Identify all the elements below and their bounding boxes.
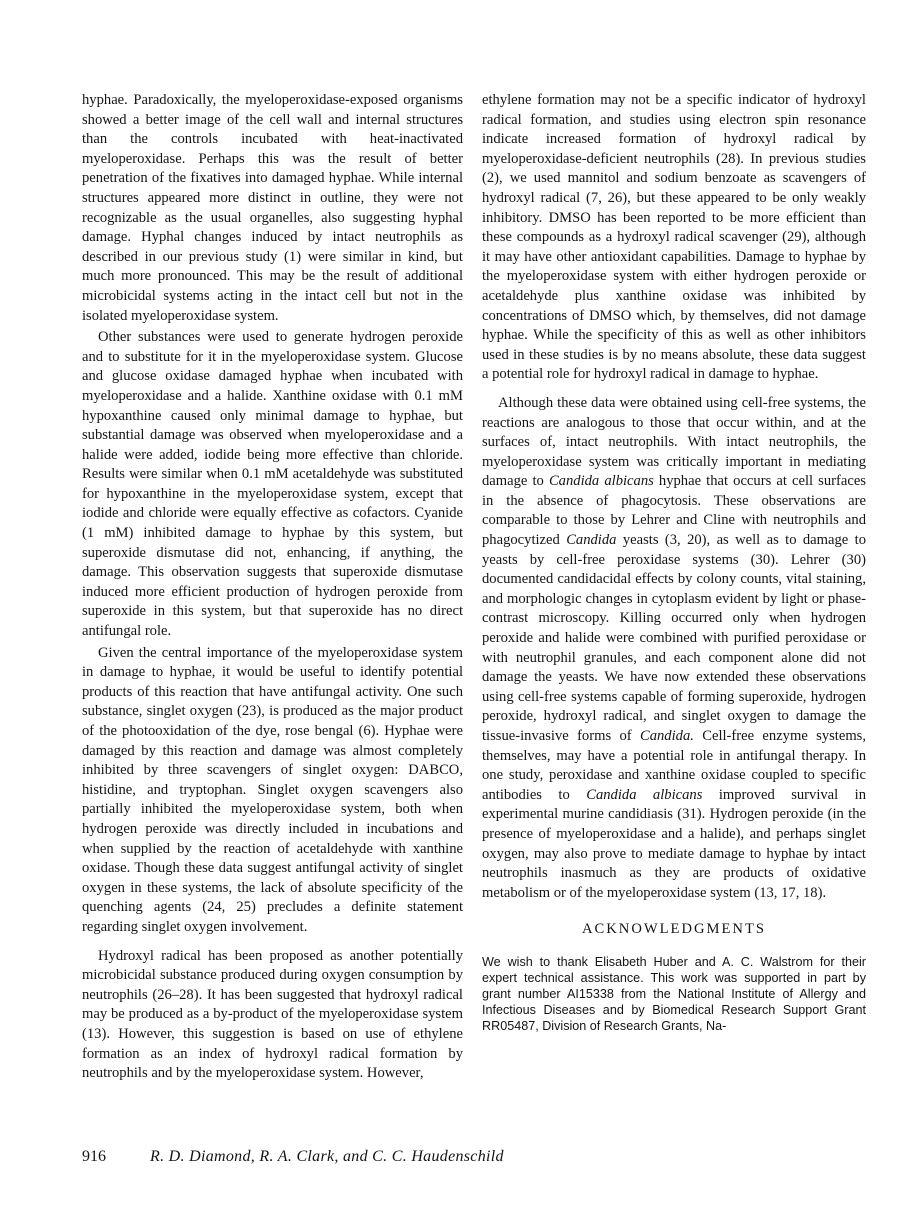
left-column (82, 91, 463, 1084)
species-name: Candida (566, 532, 617, 549)
right-column (482, 91, 866, 1034)
body-paragraph: Other substances were used to generate hydrogen peroxide and to substitute for it in the myeloperoxidase system. Glucose and glucose oxidase damaged hyphae when incubated with myeloperoxidase and a halide. Xanthine oxidase with 0.1 mM hypoxanthine caused only minimal damage to hyphae, but substantial damage was observed when myeloperoxidase and a halide were added, iodide being more effective than chloride. Results were similar when 0.1 mM acetaldehyde was substituted for hypoxanthine in the myeloperoxidase system, except that iodide and chloride were equally effective as cofactors. Cyanide (1 mM) inhibited damage to hyphae by this system, but superoxide dismutase did not, enhancing, if anything, the damage. This observation suggests that superoxide dismutase induced more efficient production of hydrogen peroxide from superoxide in this system, but that superoxide has no direct antifungal role. (82, 329, 463, 640)
page-footer (82, 1148, 872, 1166)
species-name: Candida. (639, 728, 694, 744)
body-paragraph: hyphae. Paradoxically, the myeloperoxidase-exposed organisms showed a better image of the cell wall and internal structures than the controls incubated with heat-inactivated myeloperoxidase. Perhaps this was the result of better penetration of the fixatives into damaged hyphae. While internal structures appeared more distinct in outline, they were not recognizable as the usual organelles, also suggesting hyphal damage. Hyphal changes induced by intact neutrophils as described in our previous study (1) were similar in kind, but much more pronounced. This may be the result of additional microbicidal systems acting in the intact cell but not in the isolated myeloperoxidase system. (82, 92, 463, 324)
body-paragraph: Given the central importance of the myeloperoxidase system in damage to hyphae, it would be useful to identify potential products of this reaction that have antifungal activity. One such substance, singlet oxygen (23), is produced as the major product of the photooxidation of the dye, rose bengal (6). Hyphae were damaged by this reaction and damage was almost completely inhibited by three scavengers of singlet oxygen: DABCO, histidine, and tryptophan. Singlet oxygen scavengers also partially inhibited the myeloperoxidase system, both when hydrogen peroxide was directly included in incubations and when supplied by the reaction of acetaldehyde with xanthine oxidase. Though these data suggest antifungal activity of singlet oxygen in these systems, the lack of absolute specificity of the quenching agents (24, 25) precludes a definite statement regarding singlet oxygen involvement. (82, 644, 463, 935)
body-paragraph: Hydroxyl radical has been proposed as another potentially microbicidal substance produced during oxygen consumption by neutrophils (26–28). It has been suggested that hydroxyl radical may be produced as a by-product of the myeloperoxidase system (13). However, this suggestion is based on use of ethylene formation as an index of hydroxyl radical formation by neutrophils and by the myeloperoxidase system. However, (82, 947, 463, 1082)
species-name: Candida albicans (548, 473, 654, 490)
page-number: 916 (82, 1148, 106, 1165)
running-authors: R. D. Diamond, R. A. Clark, and C. C. Haudenschild (150, 1148, 504, 1165)
text-run: Cell-free enzyme systems, themselves, may have a potential role in antifungal therapy. In one study, peroxidase and xanthine oxidase coupled to specific antibodies to (482, 728, 867, 803)
body-paragraph: ethylene formation may not be a specific indicator of hydroxyl radical formation, and studies using electron spin resonance indicate increased formation of hydroxyl radical by myeloperoxidase-deficient neutrophils (28). In previous studies (2), we used mannitol and sodium benzoate as scavengers of hydroxyl radical (7, 26), but these appeared to be only weakly inhibitory. DMSO has been reported to be more efficient than these compounds as a hydroxyl radical scavenger (29), although it may have other antioxidant capabilities. Damage to hyphae by the myeloperoxidase system with either hydrogen peroxide or acetaldehyde plus xanthine oxidase was inhibited by concentrations of DMSO which, by themselves, did not damage hyphae. While the specificity of this as well as other inhibitors used in these studies is by no means absolute, these data suggest a potential role for hydroxyl radical in damage to hyphae. (482, 92, 866, 383)
text-run: Although these data were obtained using cell-free systems, the reactions are analogous to those that occur within, and at the surfaces of, intact neutrophils. With intact neutrophils, the myeloperoxidase system was critically important in mediating damage to (482, 394, 866, 490)
acknowledgments-heading: ACKNOWLEDGMENTS (581, 921, 767, 938)
text-run: improved survival in experimental murine candidiasis (31). Hydrogen peroxide (in the presence of myeloperoxidase and a halide), and perhaps singlet oxygen, may also prove to mediate damage to hyphae by intact neutrophils inasmuch as they are products of oxidative metabolism or of the myeloperoxidase system (13, 17, 18). (482, 786, 867, 901)
body-paragraph (482, 394, 866, 903)
acknowledgments-text: We wish to thank Elisabeth Huber and A. C. Walstrom for their expert technical assistance. This work was supported in part by grant number AI15338 from the National Institute of Allergy and Infectious Diseases and by Biomedical Research Support Grant RR05487, Division of Research Grants, Na- (482, 954, 866, 1033)
text-run: yeasts (3, 20), as well as to damage to yeasts by cell-free peroxidase systems (30). Lehrer (30) documented candidacidal effects by colony counts, vital staining, and morphologic changes in cytoplasm evident by light or phase-contrast microscopy. Killing occurred only when hydrogen peroxide and halide were combined with purified peroxidase or with neutrophil granules, and each component alone did not damage the yeasts. We have now extended these observations using cell-free systems capable of forming superoxide, hydrogen peroxide, hydroxyl radical, and singlet oxygen to damage the tissue-invasive forms of (482, 532, 866, 744)
species-name: Candida albicans (586, 786, 703, 803)
text-run: hyphae that occurs at cell surfaces in the absence of phagocytosis. These observations are comparable to those by Lehrer and Cline with neutrophils and phagocytized (482, 473, 866, 549)
